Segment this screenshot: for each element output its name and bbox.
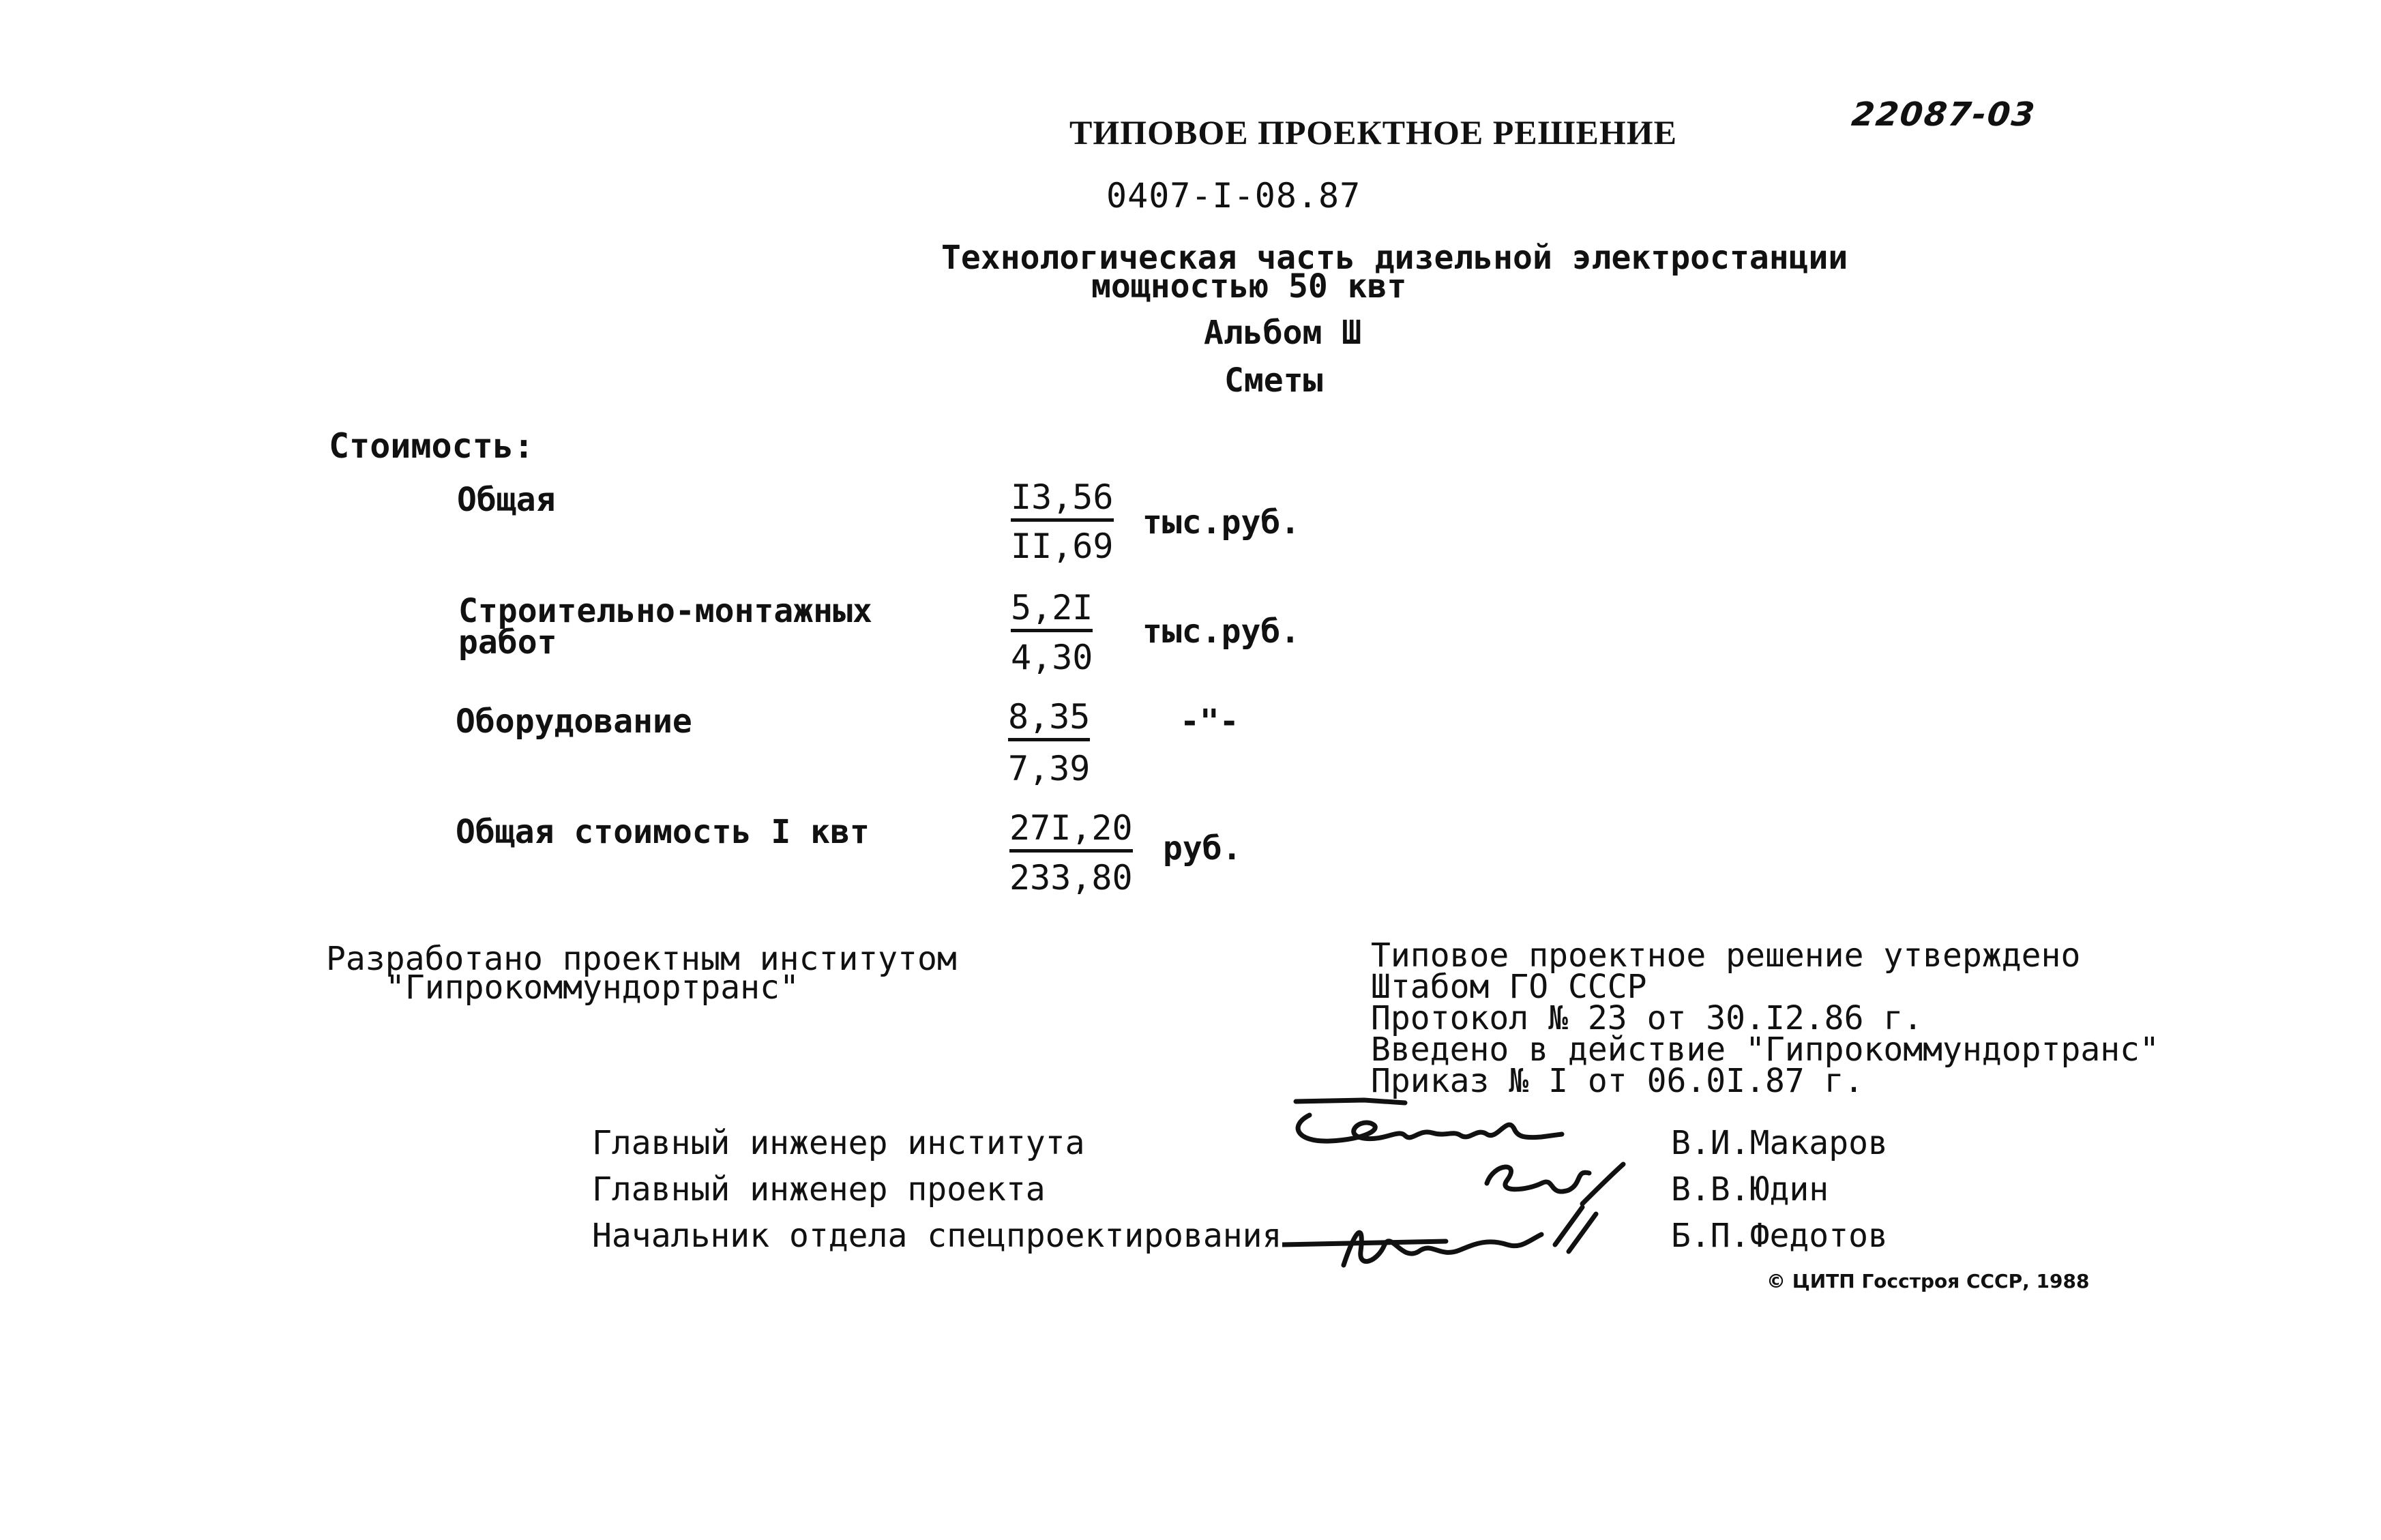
cost-row-label: Общая xyxy=(457,481,556,519)
cost-numerator: 8,35 xyxy=(1008,697,1090,741)
signatory-role: Главный инженер проекта xyxy=(592,1170,1046,1209)
cost-numerator: 5,2I xyxy=(1011,588,1093,632)
cost-numerator: I3,56 xyxy=(1011,477,1114,522)
subject-line-1: Технологическая часть дизельной электростанции xyxy=(941,239,1848,277)
approval-line: Штабом ГО СССР xyxy=(1371,968,1647,1006)
developer-line-2: "Гипрокоммундортранс" xyxy=(385,968,799,1007)
handwritten-signatures xyxy=(1282,1088,1678,1292)
signatory-name: В.В.Юдин xyxy=(1671,1170,1829,1209)
signatory-role: Главный инженер института xyxy=(592,1124,1085,1162)
approval-line: Типовое проектное решение утверждено xyxy=(1371,936,2081,975)
cost-unit: тыс.руб. xyxy=(1142,503,1301,542)
cost-denominator: 233,80 xyxy=(1009,858,1133,898)
cost-denominator: II,69 xyxy=(1011,527,1114,566)
project-code: 0407-I-08.87 xyxy=(1106,176,1361,216)
cost-row-label: Оборудование xyxy=(456,702,692,741)
document-number: 22087-03 xyxy=(1850,95,2038,134)
cost-denominator: 7,39 xyxy=(1008,749,1091,788)
cost-title: Стоимость: xyxy=(329,426,535,466)
cost-denominator: 4,30 xyxy=(1011,638,1093,677)
approval-line: Введено в действие "Гипрокоммундортранс" xyxy=(1371,1031,2159,1069)
cost-numerator: 27I,20 xyxy=(1009,808,1133,853)
volume-label: Сметы xyxy=(1224,361,1323,400)
copyright-notice: © ЦИТП Госстроя СССР, 1988 xyxy=(1766,1270,2090,1292)
signatory-name: Б.П.Федотов xyxy=(1671,1217,1888,1255)
cost-unit: -"- xyxy=(1180,702,1239,741)
cost-unit: тыс.руб. xyxy=(1142,612,1301,651)
cost-row-label: Строительно-монтажных xyxy=(458,592,872,630)
approval-line: Приказ № I от 06.0I.87 г. xyxy=(1371,1062,1864,1100)
developer-line-1: Разработано проектным институтом xyxy=(326,940,957,978)
cost-row-label: Общая стоимость I квт xyxy=(456,813,870,851)
signatory-role: Начальник отдела спецпроектирования xyxy=(592,1217,1282,1255)
subject-line-2: мощностью 50 квт xyxy=(1091,267,1407,306)
signatory-name: В.И.Макаров xyxy=(1671,1124,1888,1162)
album-label: Альбом Ш xyxy=(1204,314,1362,352)
cost-row-label-cont: работ xyxy=(458,623,557,662)
document-heading: ТИПОВОЕ ПРОЕКТНОЕ РЕШЕНИЕ xyxy=(1069,113,1678,151)
cost-unit: руб. xyxy=(1163,829,1242,868)
approval-line: Протокол № 23 от 30.I2.86 г. xyxy=(1371,999,1923,1037)
